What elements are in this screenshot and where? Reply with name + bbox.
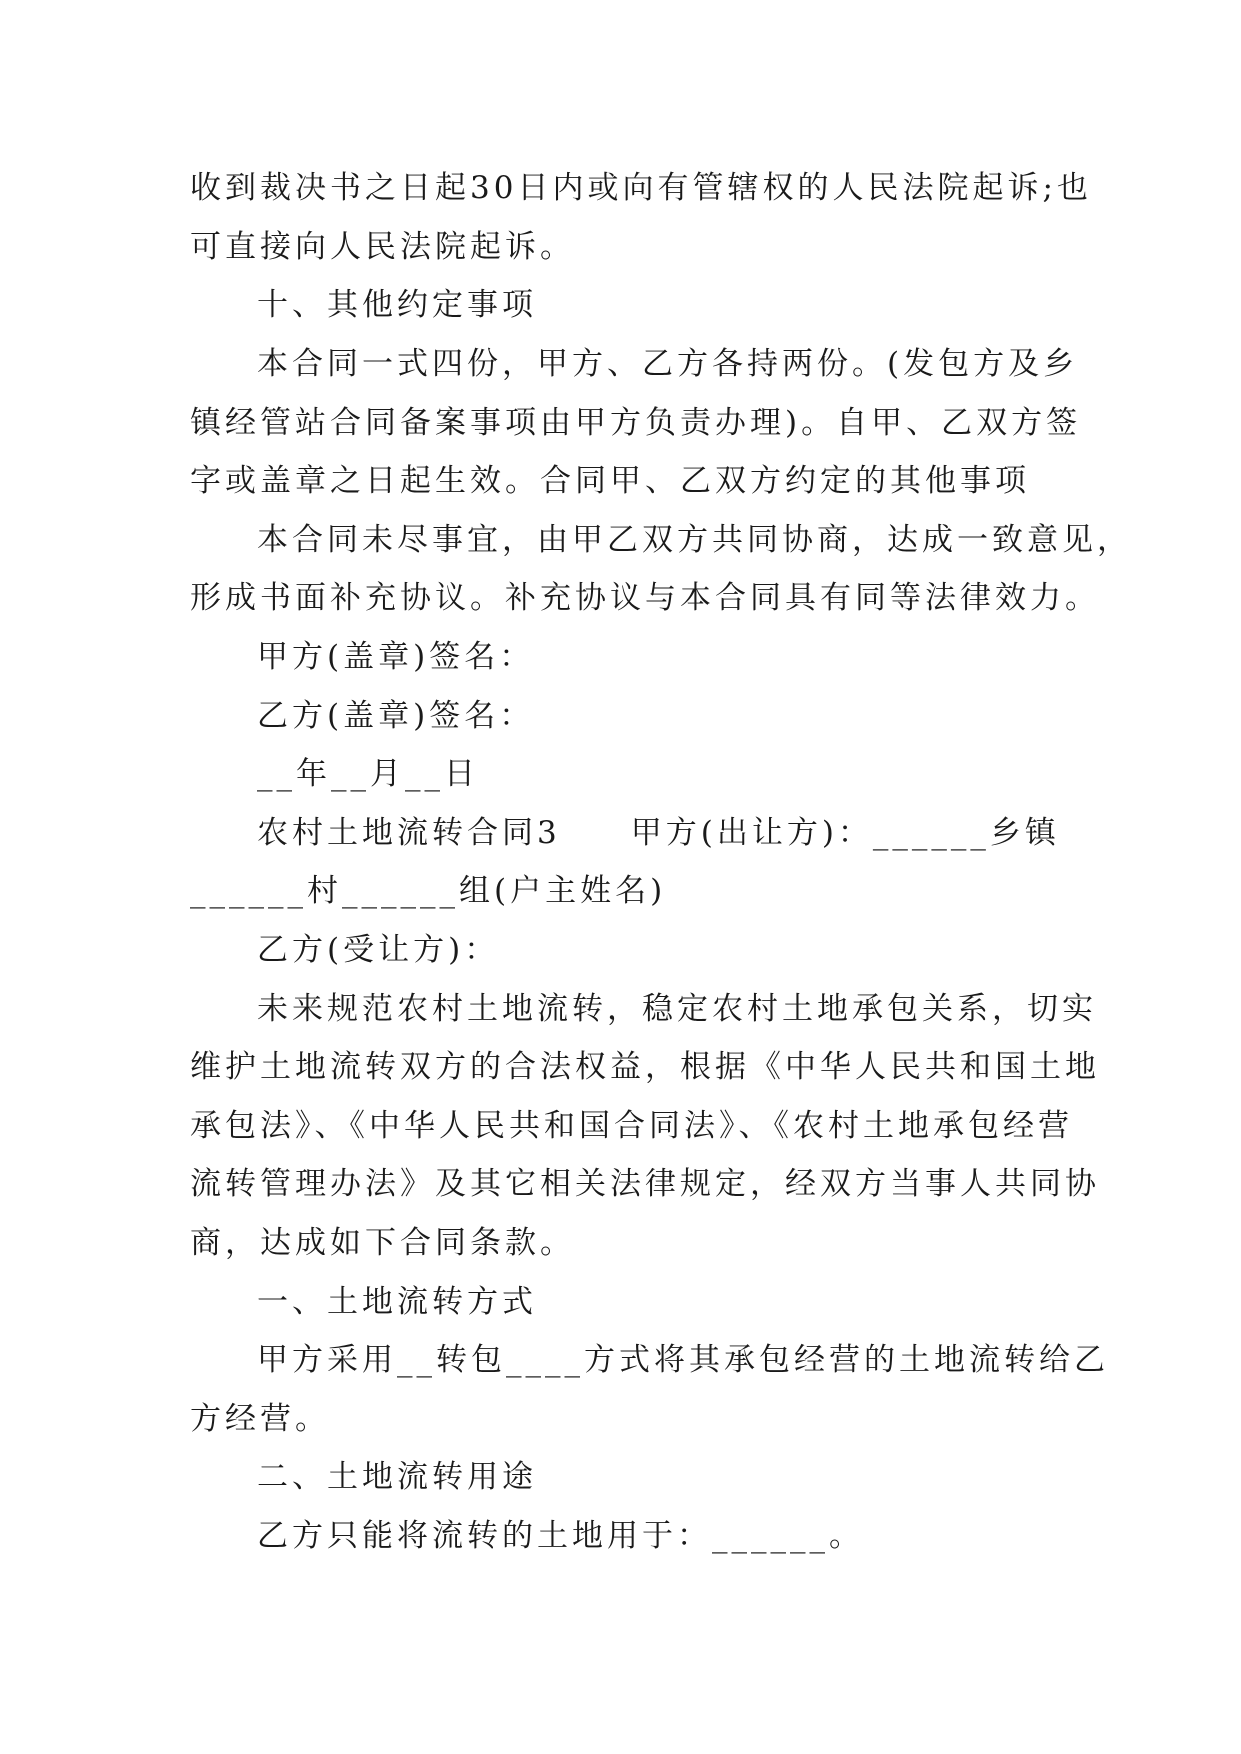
text-line: 维护土地流转双方的合法权益，根据《中华人民共和国土地 bbox=[190, 1049, 1100, 1085]
date-line: __年__月__日 bbox=[257, 756, 479, 792]
section-heading: 二、土地流转用途 bbox=[257, 1459, 537, 1495]
contract-title-line: 农村土地流转合同3 甲方(出让方)：______乡镇 bbox=[257, 815, 1060, 851]
text-line: 可直接向人民法院起诉。 bbox=[190, 229, 575, 265]
text-line: 商，达成如下合同条款。 bbox=[190, 1225, 575, 1261]
text-line: 未来规范农村土地流转，稳定农村土地承包关系，切实 bbox=[257, 991, 1097, 1027]
text-line: 镇经管站合同备案事项由甲方负责办理)。自甲、乙双方签 bbox=[190, 405, 1082, 441]
text-line: 形成书面补充协议。补充协议与本合同具有同等法律效力。 bbox=[190, 580, 1100, 616]
text-line: 字或盖章之日起生效。合同甲、乙双方约定的其他事项 bbox=[190, 463, 1030, 499]
text-line: ______村______组(户主姓名) bbox=[190, 873, 667, 909]
text-line: 承包法》、《中华人民共和国合同法》、《农村土地承包经营 bbox=[190, 1108, 1073, 1144]
text-line: 方经营。 bbox=[190, 1401, 330, 1437]
section-heading: 十、其他约定事项 bbox=[257, 287, 537, 323]
section-heading: 一、土地流转方式 bbox=[257, 1284, 537, 1320]
text-line: 流转管理办法》及其它相关法律规定，经双方当事人共同协 bbox=[190, 1166, 1100, 1202]
text-line: 收到裁决书之日起30日内或向有管辖权的人民法院起诉;也 bbox=[190, 170, 1092, 206]
signature-line-party-b: 乙方(盖章)签名： bbox=[257, 698, 535, 734]
text-line: 本合同一式四份，甲方、乙方各持两份。(发包方及乡 bbox=[257, 346, 1079, 382]
text-line: 乙方只能将流转的土地用于：______。 bbox=[257, 1518, 864, 1554]
text-line: 乙方(受让方)： bbox=[257, 932, 500, 968]
signature-line-party-a: 甲方(盖章)签名： bbox=[257, 639, 535, 675]
text-line: 本合同未尽事宜，由甲乙双方共同协商，达成一致意见， bbox=[257, 522, 1132, 558]
text-line: 甲方采用__转包____方式将其承包经营的土地流转给乙 bbox=[257, 1342, 1109, 1378]
